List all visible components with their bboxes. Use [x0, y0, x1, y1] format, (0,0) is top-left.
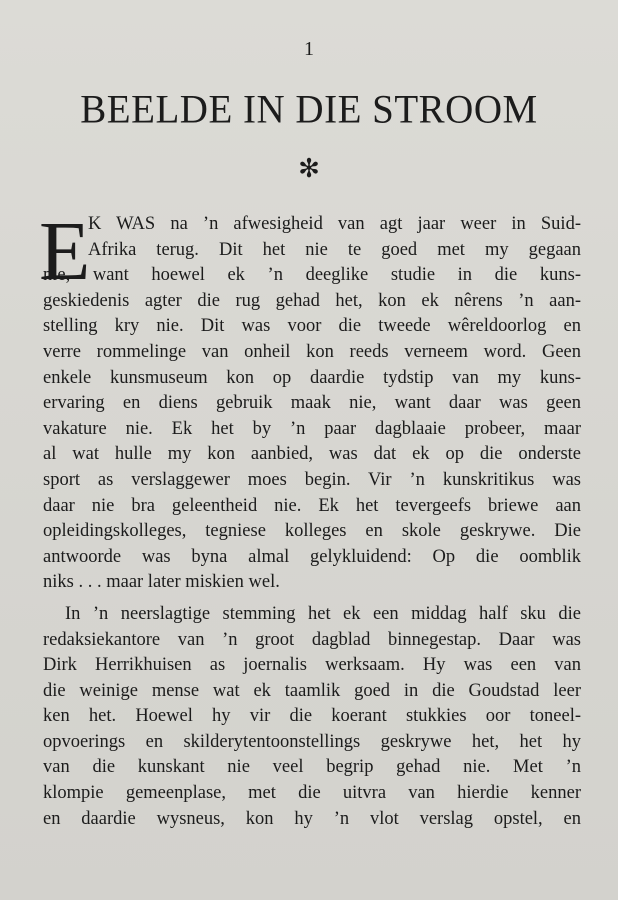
- text-line: niks . . . maar later miskien wel.: [43, 572, 280, 593]
- chapter-body: [39, 205, 581, 832]
- text-line: In ’n neerslagtige stemming het ek een middag half sku die: [65, 603, 581, 624]
- text-line: Dirk Herrikhuisen as joernalis werksaam. Hy was een van: [43, 655, 581, 676]
- drop-cap: E: [39, 205, 91, 298]
- text-line: ervaring en diens gebruik maak nie, want daar was geen: [43, 393, 581, 414]
- asterisk-ornament-icon: ✻: [298, 154, 320, 184]
- text-line: opleidingskolleges, tegniese kolleges en skole geskrywe. Die: [43, 521, 581, 542]
- paragraph-2: [43, 602, 581, 832]
- text-line: stelling kry nie. Dit was voor die tweede wêreldoorlog en: [43, 316, 581, 337]
- text-line: die weinige mense wat ek taamlik goed in die Goudstad leer: [43, 680, 581, 701]
- text-line: redaksiekantore van ’n groot dagblad binnegestap. Daar was: [43, 629, 581, 650]
- text-line: vakature nie. Ek het by ’n paar dagblaaie probeer, maar: [43, 418, 581, 439]
- paragraph-1: [39, 205, 581, 596]
- text-line: antwoorde was byna almal gelykluidend: Op die oomblik: [43, 546, 581, 567]
- text-line: nie, want hoewel ek ’n deeglike studie in die kuns-: [43, 265, 581, 286]
- text-line: sport as verslaggewer moes begin. Vir ’n kunskritikus was: [43, 469, 581, 490]
- text-line: geskiedenis agter die rug gehad het, kon ek nêrens ’n aan-: [43, 290, 581, 311]
- chapter-title: BEELDE IN DIE STROOM: [80, 87, 538, 132]
- text-line: ken het. Hoewel hy vir die koerant stukkies oor toneel-: [43, 706, 581, 727]
- text-line: al wat hulle my kon aanbied, was dat ek op die onderste: [43, 444, 581, 465]
- text-line: verre rommelinge van onheil kon reeds verneem word. Geen: [43, 341, 581, 362]
- text-line: enkele kunsmuseum kon op daardie tydstip van my kuns-: [43, 367, 581, 388]
- text-line: Afrika terug. Dit het nie te goed met my gegaan: [88, 239, 581, 260]
- text-line: en daardie wysneus, kon hy ’n vlot verslag opstel, en: [43, 808, 581, 829]
- text-line: van die kunskant nie veel begrip gehad nie. Met ’n: [43, 757, 581, 778]
- text-line: opvoerings en skilderytentoonstellings geskrywe het, het hy: [43, 731, 581, 752]
- text-line: K WAS na ’n afwesigheid van agt jaar weer in Suid-: [88, 214, 581, 234]
- text-line: daar nie bra geleentheid nie. Ek het tevergeefs briewe aan: [43, 495, 581, 516]
- chapter-number: 1: [304, 38, 314, 60]
- text-line: klompie gemeenplase, met die uitvra van hierdie kenner: [43, 783, 581, 804]
